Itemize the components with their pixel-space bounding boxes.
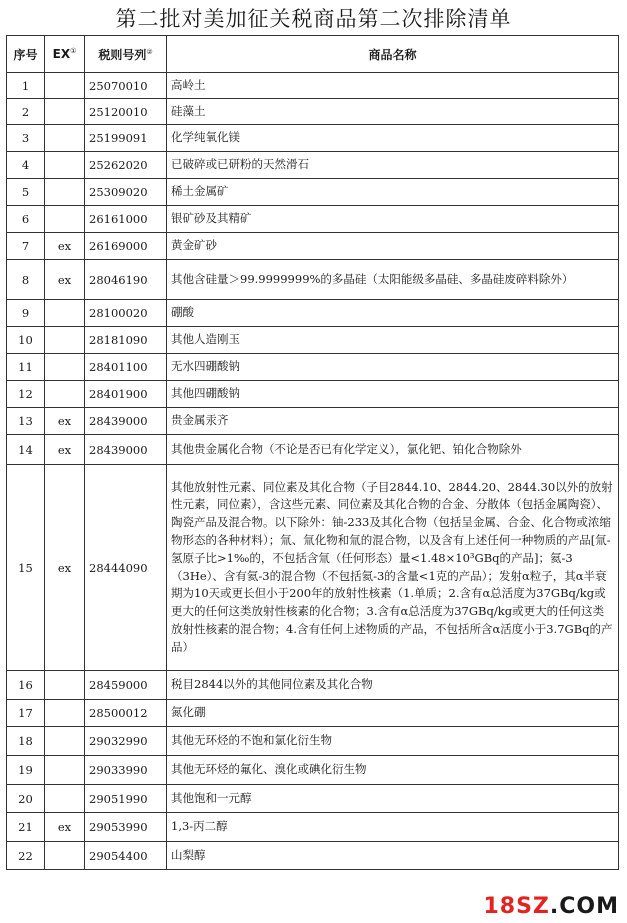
cell-seq: 9 [7, 300, 45, 327]
table-row [7, 435, 619, 465]
cell-seq: 18 [7, 727, 45, 756]
cell-ex [45, 179, 85, 206]
cell-code: 28444090 [85, 465, 167, 671]
table-row [7, 727, 619, 756]
cell-seq: 7 [7, 233, 45, 260]
cell-seq: 16 [7, 671, 45, 700]
cell-ex [45, 671, 85, 700]
table-row [7, 233, 619, 260]
cell-seq: 8 [7, 260, 45, 300]
cell-code: 28459000 [85, 671, 167, 700]
cell-ex [45, 152, 85, 179]
cell-name: 税目2844以外的其他同位素及其化合物 [167, 671, 619, 700]
cell-name: 其他四硼酸钠 [167, 381, 619, 408]
cell-ex [45, 99, 85, 125]
cell-name: 银矿砂及其精矿 [167, 206, 619, 233]
cell-name: 1,3-丙二醇 [167, 813, 619, 842]
table-row [7, 260, 619, 300]
cell-name: 其他无环烃的氟化、溴化或碘化衍生物 [167, 756, 619, 785]
cell-name: 已破碎或已研粉的天然滑石 [167, 152, 619, 179]
site-watermark-logo: 18SZ.COM [483, 894, 619, 919]
footnote-marker-2: ② [146, 47, 153, 56]
cell-ex: ex [45, 813, 85, 842]
table-row [7, 842, 619, 870]
cell-ex [45, 125, 85, 152]
cell-name: 山梨醇 [167, 842, 619, 870]
cell-ex [45, 842, 85, 870]
cell-code: 29053990 [85, 813, 167, 842]
cell-seq: 12 [7, 381, 45, 408]
cell-seq: 17 [7, 700, 45, 727]
table-body [7, 73, 619, 870]
cell-name: 硅藻土 [167, 99, 619, 125]
table-row [7, 381, 619, 408]
cell-code: 29051990 [85, 785, 167, 813]
table-row [7, 179, 619, 206]
cell-code: 29054400 [85, 842, 167, 870]
cell-code: 26169000 [85, 233, 167, 260]
cell-ex [45, 727, 85, 756]
cell-ex [45, 381, 85, 408]
table-row [7, 408, 619, 435]
cell-seq: 5 [7, 179, 45, 206]
cell-name: 氮化硼 [167, 700, 619, 727]
cell-code: 28401100 [85, 354, 167, 381]
cell-code: 29032990 [85, 727, 167, 756]
cell-code: 28439000 [85, 435, 167, 465]
cell-code: 28046190 [85, 260, 167, 300]
cell-seq: 1 [7, 73, 45, 99]
table-row [7, 152, 619, 179]
table-row [7, 300, 619, 327]
cell-ex [45, 756, 85, 785]
cell-code: 28181090 [85, 327, 167, 354]
table-row [7, 756, 619, 785]
cell-name: 其他含硅量＞99.9999999%的多晶硅（太阳能级多晶硅、多晶硅废碎料除外） [167, 260, 619, 300]
cell-ex: ex [45, 260, 85, 300]
cell-seq: 15 [7, 465, 45, 671]
cell-code: 26161000 [85, 206, 167, 233]
cell-code: 25262020 [85, 152, 167, 179]
cell-seq: 2 [7, 99, 45, 125]
cell-code: 28500012 [85, 700, 167, 727]
header-name: 商品名称 [167, 36, 619, 73]
cell-code: 25309020 [85, 179, 167, 206]
cell-ex: ex [45, 465, 85, 671]
cell-ex [45, 354, 85, 381]
table-row [7, 327, 619, 354]
cell-ex [45, 700, 85, 727]
cell-seq: 6 [7, 206, 45, 233]
exclusion-list-table [6, 35, 619, 870]
cell-code: 25120010 [85, 99, 167, 125]
cell-seq: 10 [7, 327, 45, 354]
table-row [7, 671, 619, 700]
cell-name: 化学纯氧化镁 [167, 125, 619, 152]
cell-ex: ex [45, 435, 85, 465]
cell-seq: 3 [7, 125, 45, 152]
cell-ex [45, 785, 85, 813]
table-row [7, 700, 619, 727]
cell-code: 28401900 [85, 381, 167, 408]
cell-name: 稀土金属矿 [167, 179, 619, 206]
cell-name: 其他无环烃的不饱和氯化衍生物 [167, 727, 619, 756]
table-row [7, 813, 619, 842]
cell-code: 28439000 [85, 408, 167, 435]
cell-name: 硼酸 [167, 300, 619, 327]
page-title: 第二批对美加征关税商品第二次排除清单 [115, 7, 512, 31]
header-ex: EX① [45, 36, 85, 73]
cell-ex [45, 206, 85, 233]
header-code: 税则号列② [85, 36, 167, 73]
cell-seq: 4 [7, 152, 45, 179]
table-row [7, 206, 619, 233]
cell-seq: 13 [7, 408, 45, 435]
cell-ex [45, 327, 85, 354]
table-row [7, 465, 619, 671]
table-row [7, 785, 619, 813]
cell-name: 其他放射性元素、同位素及其化合物（子目2844.10、2844.20、2844.30以外的放射性元素，同位素），含这些元素、同位素及其化合物的合金、分散体（包括金属陶瓷）、陶瓷产品及混合物。以下除外：铀-233及其化合物（包括呈金属、合金、化合物或浓缩物形态的各种材料）；氚、氚化物和氚的混合物，以及含有上述任何一种物质的产品[氚-氢原子比>1‰的，不包括含氚（任何形态）量<1.48×10³GBq的产品]；氦-3（3He）、含有氦-3的混合物（不包括氦-3的含量<1克的产品）；发射α粒子，其α半衰期为10天或更长但小于200年的放射性核素（1.单质；2.含有α总活度为37GBq/kg或更大的任何这类放射性核素的化合物；3.含有α总活度为37GBq/kg或更大的任何这类放射性核素的混合物；4.含有任何上述物质的产品，不包括所含α活度小于3.7GBq的产品） [167, 465, 619, 671]
cell-code: 28100020 [85, 300, 167, 327]
cell-name: 贵金属汞齐 [167, 408, 619, 435]
cell-seq: 21 [7, 813, 45, 842]
cell-ex: ex [45, 408, 85, 435]
cell-seq: 14 [7, 435, 45, 465]
table-header-row [7, 36, 619, 73]
cell-name: 其他人造刚玉 [167, 327, 619, 354]
cell-name: 高岭土 [167, 73, 619, 99]
cell-seq: 22 [7, 842, 45, 870]
table-row [7, 354, 619, 381]
cell-ex [45, 300, 85, 327]
header-seq: 序号 [7, 36, 45, 73]
cell-code: 25070010 [85, 73, 167, 99]
cell-code: 25199091 [85, 125, 167, 152]
cell-seq: 11 [7, 354, 45, 381]
cell-seq: 19 [7, 756, 45, 785]
footnote-marker-1: ① [70, 47, 77, 55]
table-row [7, 99, 619, 125]
cell-seq: 20 [7, 785, 45, 813]
cell-name: 其他贵金属化合物（不论是否已有化学定义），氯化钯、铂化合物除外 [167, 435, 619, 465]
cell-code: 29033990 [85, 756, 167, 785]
cell-name: 无水四硼酸钠 [167, 354, 619, 381]
table-row [7, 73, 619, 99]
table-row [7, 125, 619, 152]
cell-name: 黄金矿砂 [167, 233, 619, 260]
cell-name: 其他饱和一元醇 [167, 785, 619, 813]
cell-ex [45, 73, 85, 99]
cell-ex: ex [45, 233, 85, 260]
